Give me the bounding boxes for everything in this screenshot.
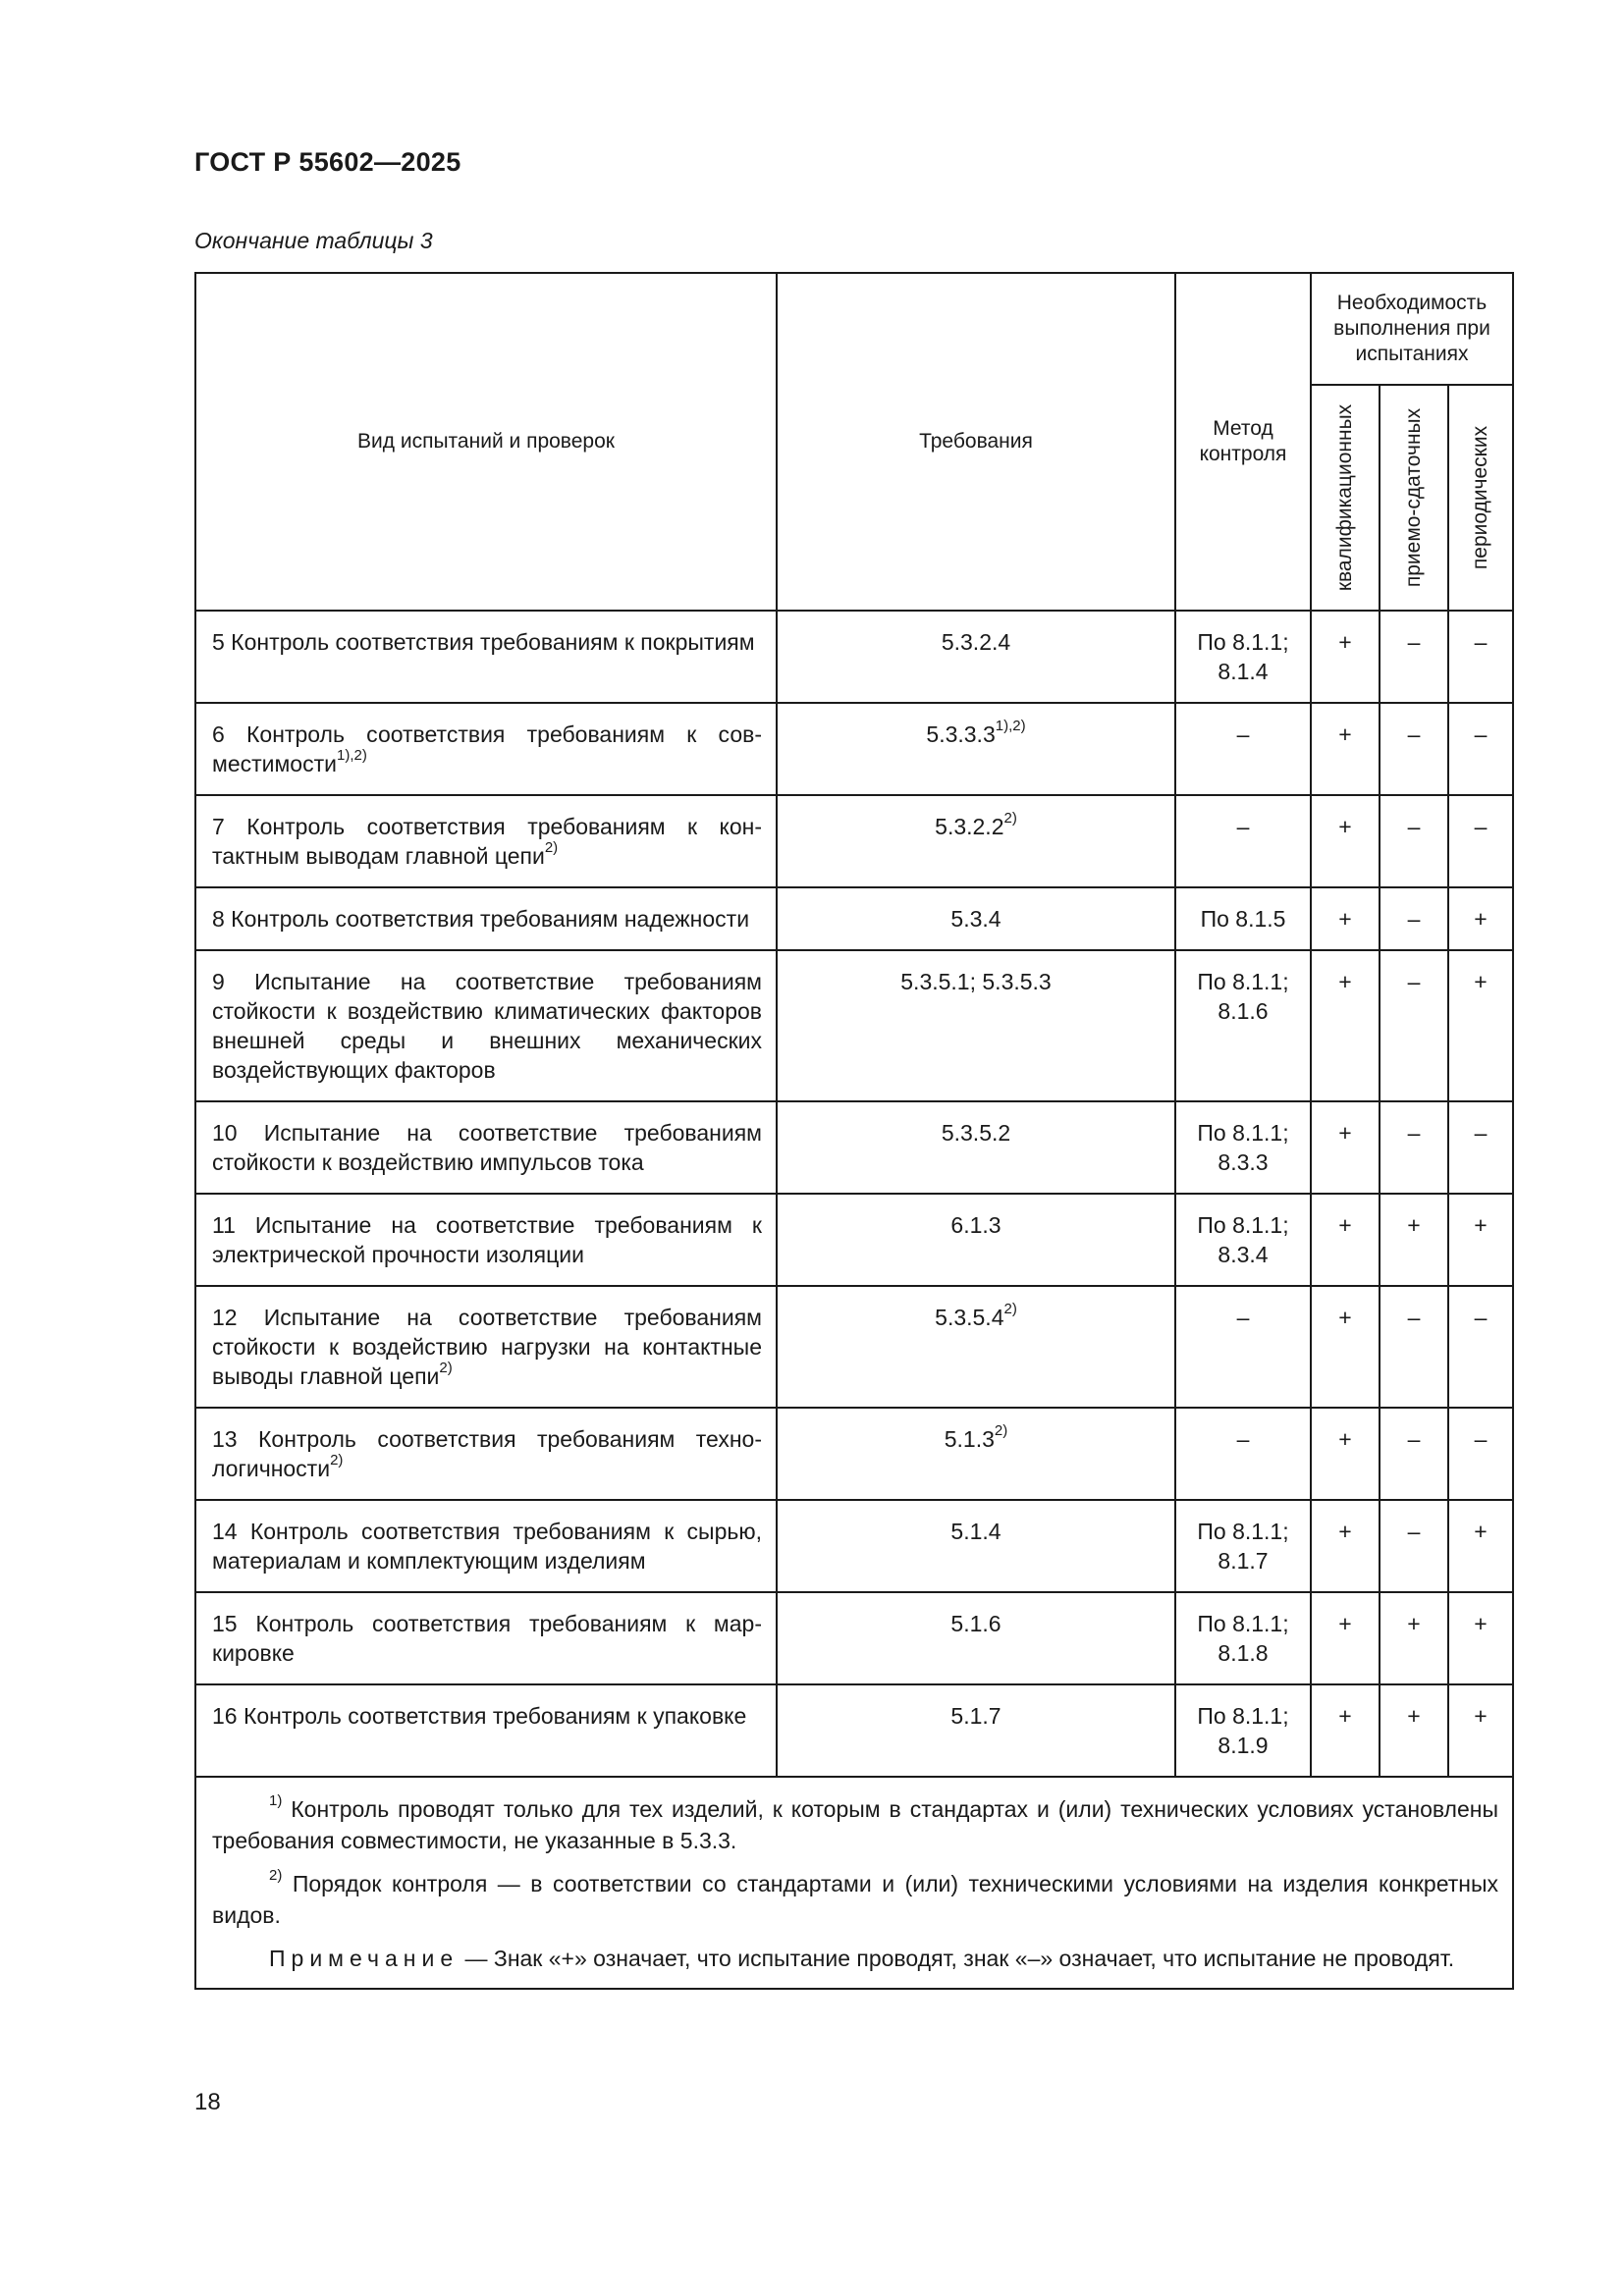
col-header-requirements: Требования — [777, 273, 1175, 611]
table-row — [195, 1286, 1513, 1408]
table-row — [195, 1101, 1513, 1194]
cell-qualification: + — [1311, 1592, 1380, 1684]
footnote-ref: 2) — [1003, 810, 1017, 828]
cell-acceptance: – — [1380, 1500, 1448, 1592]
test-name-text: 7 Контроль соответствия требованиям к контактным выводам главной цепи — [212, 814, 762, 869]
col-header-periodic — [1448, 385, 1513, 611]
cell-qualification: + — [1311, 1101, 1380, 1194]
footnote-2 — [212, 1868, 1498, 1931]
note-text: — Знак «+» означает, что испытание проводят, знак «–» означает, что испытание не проводят. — [459, 1946, 1455, 1971]
cell-qualification: + — [1311, 950, 1380, 1101]
method-line-1: По 8.1.5 — [1200, 906, 1286, 932]
requirement-text: 5.3.5.4 — [935, 1305, 1004, 1330]
cell-acceptance: – — [1380, 611, 1448, 703]
table-caption: Окончание таблицы 3 — [194, 228, 433, 253]
cell-method — [1175, 1286, 1311, 1408]
cell-acceptance: – — [1380, 703, 1448, 795]
table-row — [195, 611, 1513, 703]
requirement-text: 5.3.4 — [950, 906, 1001, 932]
method-line-1: По 8.1.1; — [1197, 969, 1289, 994]
method-line-1: – — [1236, 814, 1250, 839]
method-line-1: По 8.1.1; — [1197, 1611, 1289, 1636]
cell-test-name — [195, 703, 777, 795]
cell-acceptance: + — [1380, 1684, 1448, 1777]
cell-periodic: + — [1448, 1592, 1513, 1684]
cell-periodic: + — [1448, 887, 1513, 950]
footnote-ref: 1),2) — [336, 747, 367, 765]
method-line-1: По 8.1.1; — [1197, 1212, 1289, 1238]
requirement-text: 5.3.5.2 — [941, 1120, 1011, 1146]
cell-periodic: – — [1448, 1101, 1513, 1194]
cell-requirement — [777, 887, 1175, 950]
footnote-ref: 2) — [1003, 1301, 1017, 1318]
method-line-1: По 8.1.1; — [1197, 629, 1289, 655]
cell-requirement — [777, 1286, 1175, 1408]
cell-acceptance: – — [1380, 795, 1448, 887]
requirement-text: 5.3.2.2 — [935, 814, 1004, 839]
table-row — [195, 1500, 1513, 1592]
requirement-text: 5.1.6 — [950, 1611, 1001, 1636]
requirements-table — [194, 272, 1514, 1990]
cell-qualification: + — [1311, 887, 1380, 950]
cell-requirement — [777, 611, 1175, 703]
cell-qualification: + — [1311, 1408, 1380, 1500]
cell-requirement — [777, 1101, 1175, 1194]
cell-test-name — [195, 795, 777, 887]
cell-acceptance: – — [1380, 950, 1448, 1101]
method-line-1: – — [1236, 1305, 1250, 1330]
cell-requirement — [777, 1194, 1175, 1286]
cell-periodic: + — [1448, 1500, 1513, 1592]
cell-periodic: – — [1448, 1408, 1513, 1500]
requirement-text: 5.3.5.1; 5.3.5.3 — [900, 969, 1052, 994]
cell-test-name — [195, 1194, 777, 1286]
col-header-qualification-label: квалификационных — [1333, 403, 1356, 592]
table-row — [195, 887, 1513, 950]
table-body — [195, 273, 1513, 1989]
table-row — [195, 795, 1513, 887]
test-name-text: 6 Контроль соответствия требованиям к совместимости — [212, 721, 762, 776]
cell-test-name — [195, 887, 777, 950]
footnote-ref: 2) — [994, 1422, 1008, 1440]
method-line-2: 8.1.4 — [1218, 659, 1269, 684]
method-line-1: По 8.1.1; — [1197, 1703, 1289, 1729]
cell-test-name — [195, 1500, 777, 1592]
col-header-method: Метод контроля — [1175, 273, 1311, 611]
cell-periodic: – — [1448, 1286, 1513, 1408]
cell-qualification: + — [1311, 1286, 1380, 1408]
footnote-1 — [212, 1793, 1498, 1856]
table-row — [195, 1684, 1513, 1777]
requirement-text: 5.1.7 — [950, 1703, 1001, 1729]
cell-test-name — [195, 1408, 777, 1500]
footnote-mark: 1) — [269, 1792, 283, 1810]
method-line-2: 8.3.3 — [1218, 1149, 1269, 1175]
cell-acceptance: + — [1380, 1194, 1448, 1286]
method-line-1: По 8.1.1; — [1197, 1120, 1289, 1146]
note-label: Примечание — [269, 1946, 460, 1971]
cell-qualification: + — [1311, 1194, 1380, 1286]
cell-requirement — [777, 1500, 1175, 1592]
requirement-text: 6.1.3 — [950, 1212, 1001, 1238]
test-name-text: 16 Контроль соответствия требованиям к упаковке — [212, 1703, 747, 1729]
table-row — [195, 1194, 1513, 1286]
cell-test-name — [195, 950, 777, 1101]
test-name-text: 15 Контроль соответствия требованиям к маркировке — [212, 1611, 762, 1666]
cell-test-name — [195, 611, 777, 703]
footnote-ref: 1),2) — [995, 718, 1026, 735]
cell-method — [1175, 1101, 1311, 1194]
cell-method — [1175, 611, 1311, 703]
cell-periodic: + — [1448, 1194, 1513, 1286]
test-name-text: 12 Испытание на соответствие требованиям стойкости к воздействию нагрузки на контактные выводы главной цепи — [212, 1305, 762, 1389]
requirement-text: 5.3.2.4 — [941, 629, 1011, 655]
cell-method — [1175, 1408, 1311, 1500]
header-row — [195, 273, 1513, 385]
test-name-text: 10 Испытание на соответствие требованиям стойкости к воздействию импульсов тока — [212, 1120, 762, 1175]
col-header-test-type: Вид испытаний и проверок — [195, 273, 777, 611]
cell-test-name — [195, 1101, 777, 1194]
col-header-qualification — [1311, 385, 1380, 611]
method-line-1: – — [1236, 1426, 1250, 1452]
cell-acceptance: – — [1380, 1101, 1448, 1194]
method-line-2: 8.1.8 — [1218, 1640, 1269, 1666]
cell-requirement — [777, 703, 1175, 795]
cell-method — [1175, 1592, 1311, 1684]
col-header-acceptance — [1380, 385, 1448, 611]
footnote-ref: 2) — [544, 839, 559, 857]
cell-acceptance: – — [1380, 887, 1448, 950]
test-name-text: 5 Контроль соответствия требованиям к покрытиям — [212, 629, 755, 655]
cell-periodic: + — [1448, 950, 1513, 1101]
cell-acceptance: – — [1380, 1286, 1448, 1408]
cell-periodic: + — [1448, 1684, 1513, 1777]
cell-method — [1175, 795, 1311, 887]
col-header-acceptance-label: приемо-сдаточных — [1402, 407, 1425, 588]
cell-method — [1175, 950, 1311, 1101]
cell-qualification: + — [1311, 611, 1380, 703]
cell-method — [1175, 887, 1311, 950]
method-line-2: 8.1.6 — [1218, 998, 1269, 1024]
footnotes-row — [195, 1777, 1513, 1989]
method-line-1: – — [1236, 721, 1250, 747]
cell-qualification: + — [1311, 1500, 1380, 1592]
cell-requirement — [777, 795, 1175, 887]
document-title: ГОСТ Р 55602—2025 — [194, 147, 461, 177]
cell-periodic: – — [1448, 703, 1513, 795]
col-header-necessity: Необходимость выполнения при испытаниях — [1311, 273, 1513, 385]
method-line-2: 8.3.4 — [1218, 1242, 1269, 1267]
cell-test-name — [195, 1592, 777, 1684]
footnote-mark: 2) — [269, 1867, 283, 1885]
cell-acceptance: – — [1380, 1408, 1448, 1500]
footnote-text: Порядок контроля — в соответствии со стандартами и (или) техническими условиями на изделия конкретных видов. — [212, 1871, 1498, 1928]
test-name-text: 13 Контроль соответствия требованиям технологичности — [212, 1426, 762, 1481]
cell-periodic: – — [1448, 611, 1513, 703]
cell-acceptance: + — [1380, 1592, 1448, 1684]
cell-qualification: + — [1311, 703, 1380, 795]
method-line-2: 8.1.7 — [1218, 1548, 1269, 1574]
page-number: 18 — [194, 2089, 221, 2115]
test-name-text: 14 Контроль соответствия требованиям к сырью, материалам и комплектующим изделиям — [212, 1519, 762, 1574]
table-row — [195, 1408, 1513, 1500]
footnote-text: Контроль проводят только для тех изделий, к которым в стандартах и (или) технических условиях установлены требования совместимости, не указанные в 5.3.3. — [212, 1796, 1498, 1853]
test-name-text: 11 Испытание на соответствие требованиям к электрической прочности изоляции — [212, 1212, 762, 1267]
cell-qualification: + — [1311, 1684, 1380, 1777]
cell-method — [1175, 1684, 1311, 1777]
test-name-text: 9 Испытание на соответствие требованиям стойкости к воздействию климатических факторов внешней среды и внешних механических воздействующих факторов — [212, 969, 762, 1083]
cell-method — [1175, 1194, 1311, 1286]
table-row — [195, 1592, 1513, 1684]
cell-requirement — [777, 950, 1175, 1101]
col-header-periodic-label: периодических — [1469, 425, 1491, 570]
table-row — [195, 703, 1513, 795]
cell-requirement — [777, 1592, 1175, 1684]
footnote-ref: 2) — [439, 1360, 453, 1377]
cell-qualification: + — [1311, 795, 1380, 887]
cell-method — [1175, 703, 1311, 795]
table-note — [212, 1943, 1498, 1974]
table-row — [195, 950, 1513, 1101]
method-line-1: По 8.1.1; — [1197, 1519, 1289, 1544]
footnotes-cell — [195, 1777, 1513, 1989]
test-name-text: 8 Контроль соответствия требованиям надежности — [212, 906, 750, 932]
requirement-text: 5.3.3.3 — [926, 721, 996, 747]
method-line-2: 8.1.9 — [1218, 1733, 1269, 1758]
requirement-text: 5.1.4 — [950, 1519, 1001, 1544]
cell-requirement — [777, 1408, 1175, 1500]
cell-method — [1175, 1500, 1311, 1592]
cell-test-name — [195, 1286, 777, 1408]
cell-periodic: – — [1448, 795, 1513, 887]
cell-test-name — [195, 1684, 777, 1777]
cell-requirement — [777, 1684, 1175, 1777]
footnote-ref: 2) — [330, 1452, 344, 1469]
requirement-text: 5.1.3 — [944, 1426, 995, 1452]
